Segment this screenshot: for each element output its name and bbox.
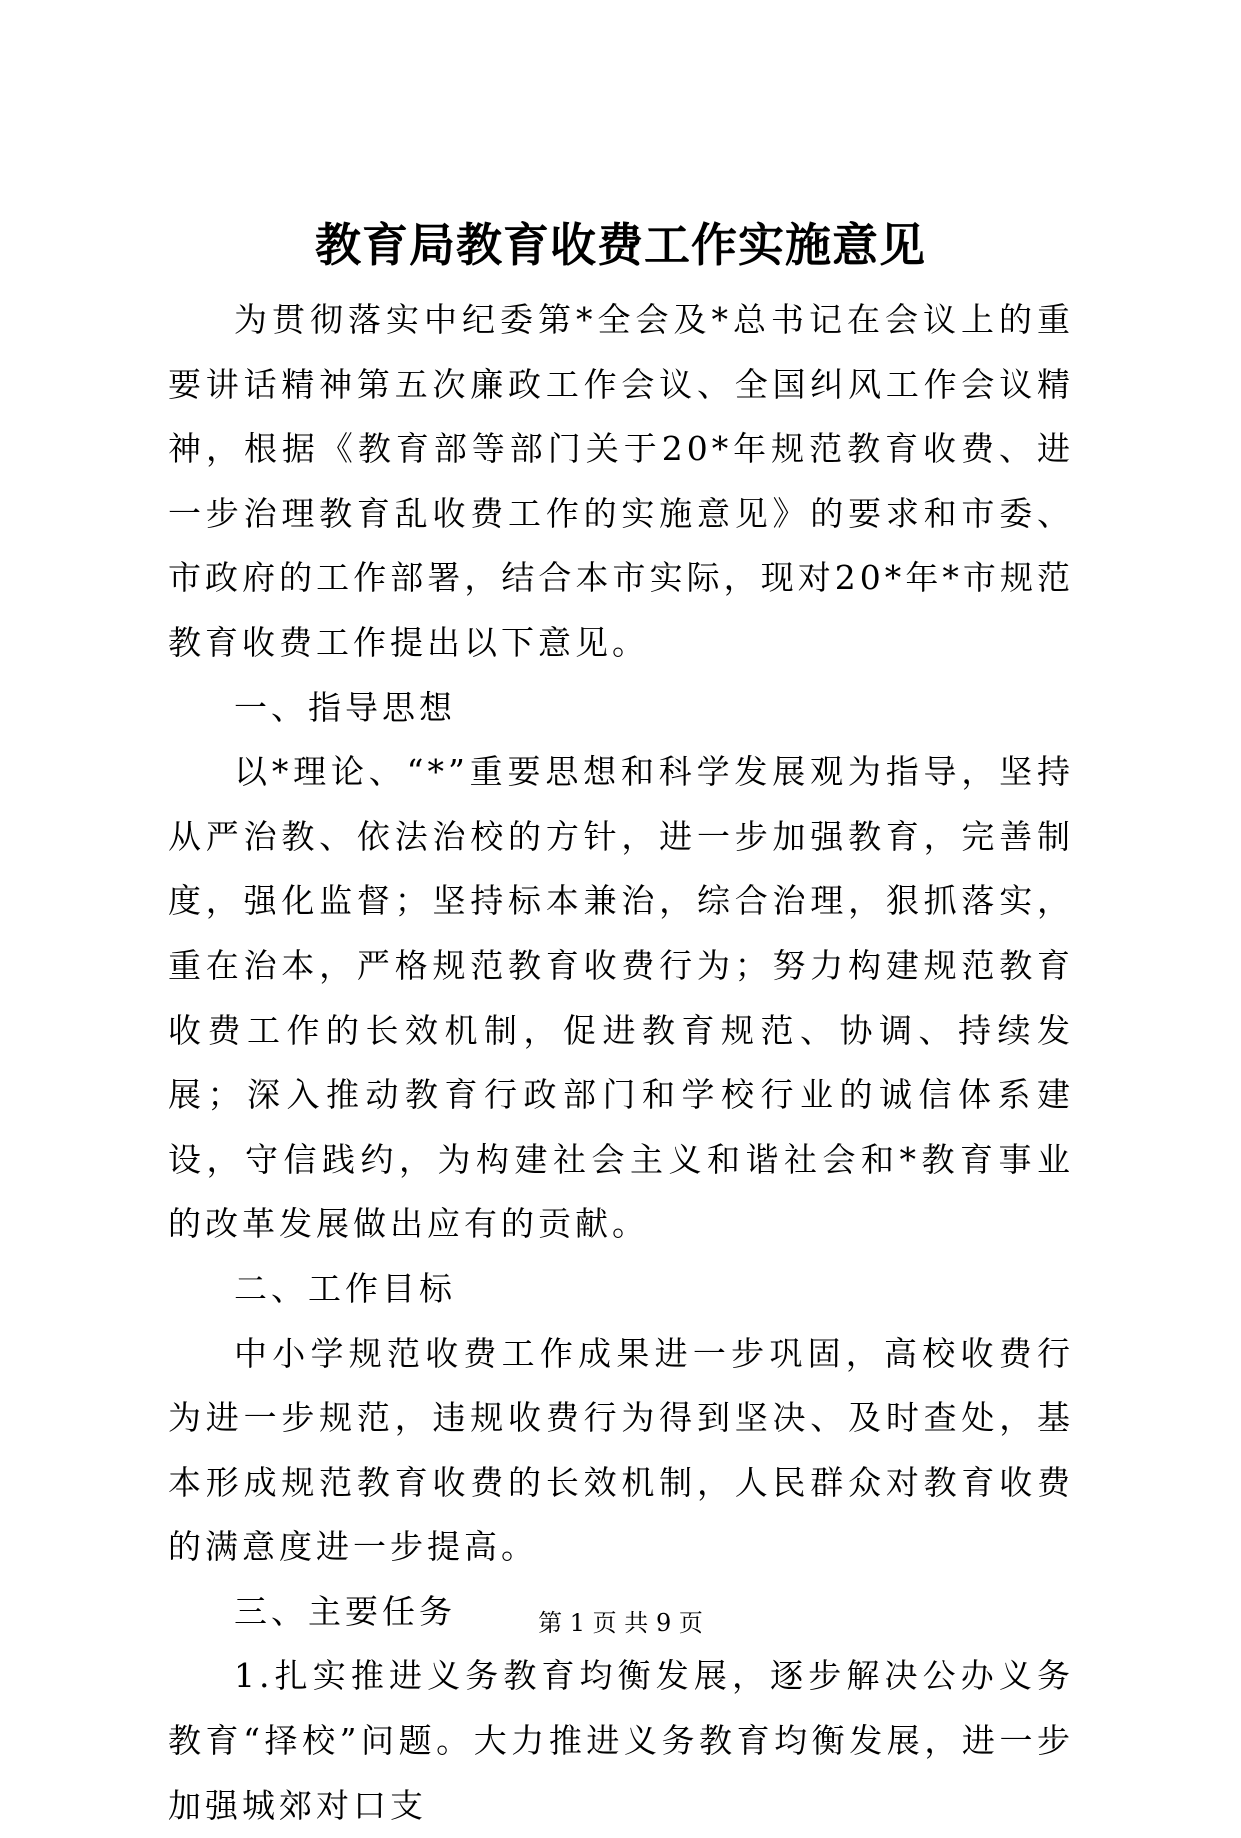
intro-paragraph: 为贯彻落实中纪委第*全会及*总书记在会议上的重要讲话精神第五次廉政工作会议、全国纠风工作会议精神，根据《教育部等部门关于20*年规范教育收费、进一步治理教育乱收费工作的实施意见》的要求和市委、市政府的工作部署，结合本市实际，现对20*年*市规范教育收费工作提出以下意见。: [168, 300, 1074, 662]
section-heading-guiding-thought: 一、指导思想: [234, 687, 456, 727]
section-heading-main-tasks: 三、主要任务: [234, 1591, 456, 1631]
section-heading-work-goals: 二、工作目标: [234, 1268, 456, 1308]
document-title: 教育局教育收费工作实施意见: [315, 218, 926, 272]
document-body: [168, 288, 1074, 1838]
main-tasks-paragraph: 1.扎实推进义务教育均衡发展，逐步解决公办义务教育“择校”问题。大力推进义务教育均衡发展，进一步加强城郊对口支: [168, 1656, 1074, 1825]
page-number-footer: 第 1 页 共 9 页: [538, 1609, 703, 1637]
work-goals-paragraph: 中小学规范收费工作成果进一步巩固，高校收费行为进一步规范，违规收费行为得到坚决、及时查处，基本形成规范教育收费的长效机制，人民群众对教育收费的满意度进一步提高。: [168, 1333, 1074, 1567]
guiding-thought-paragraph: 以*理论、“*”重要思想和科学发展观为指导，坚持从严治教、依法治校的方针，进一步加强教育，完善制度，强化监督；坚持标本兼治，综合治理，狠抓落实，重在治本，严格规范教育收费行为；努力构建规范教育收费工作的长效机制，促进教育规范、协调、持续发展；深入推动教育行政部门和学校行业的诚信体系建设，守信践约，为构建社会主义和谐社会和*教育事业的改革发展做出应有的贡献。: [168, 752, 1074, 1244]
